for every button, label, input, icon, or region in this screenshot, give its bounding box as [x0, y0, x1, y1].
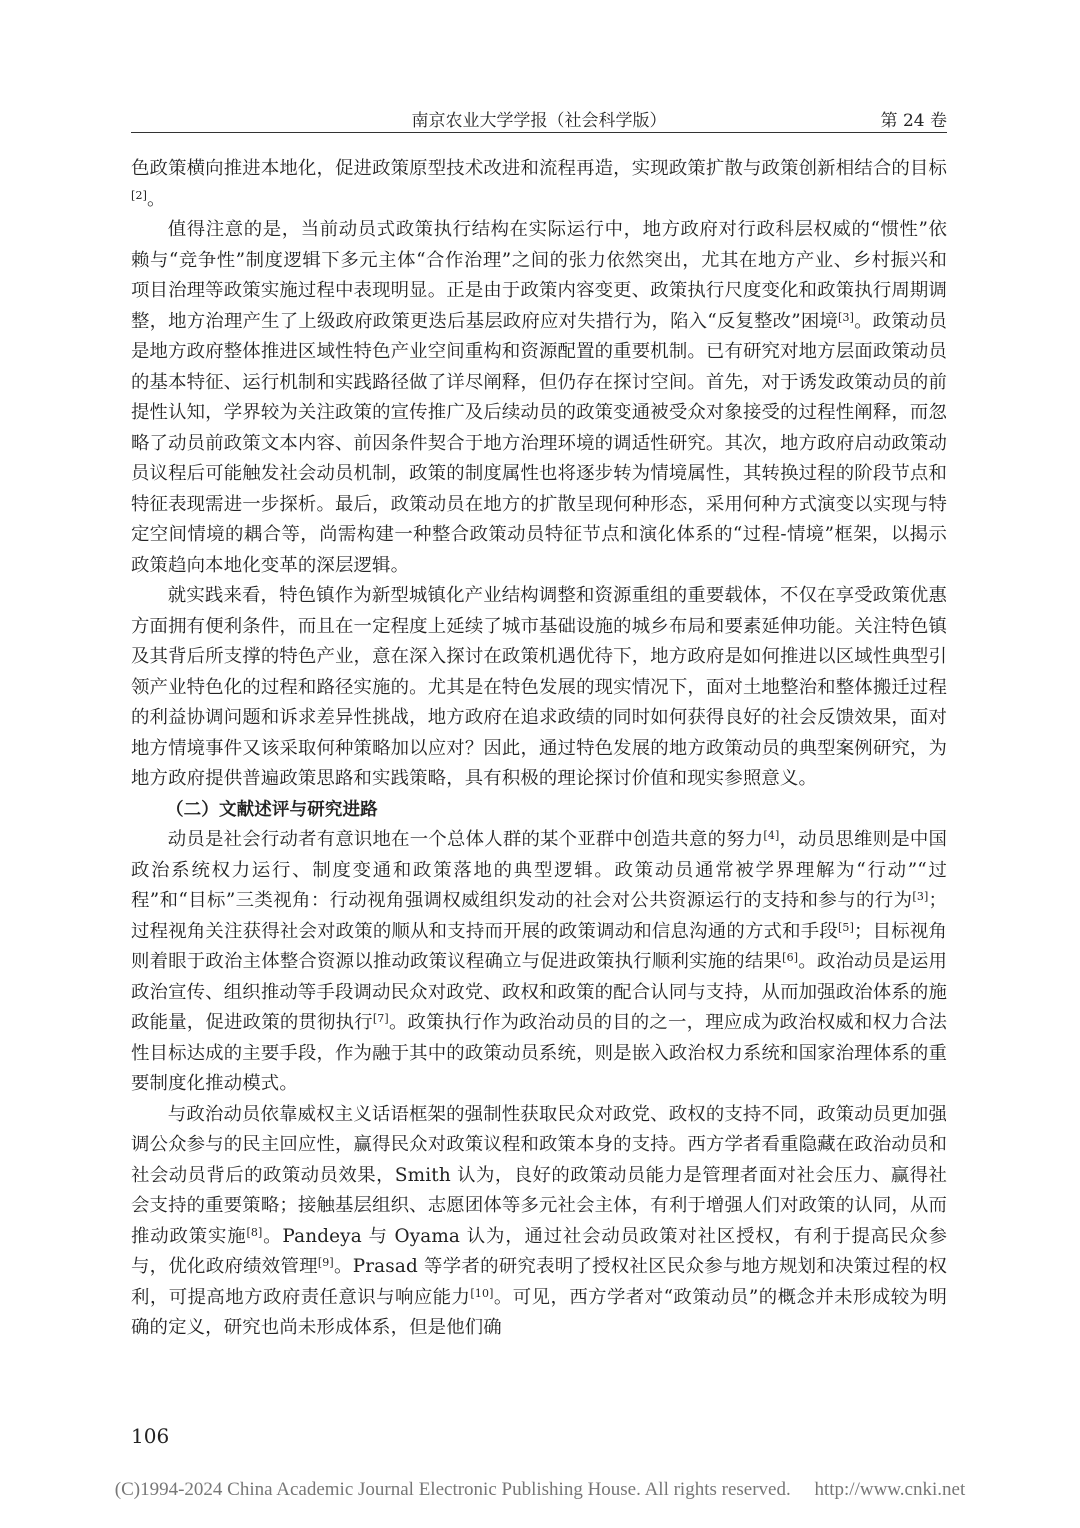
text-run: 。Prasad 等学者的研究表明了授权社区民众参与地方规划和决策过程的权利，可提高地方政府责任意识与响应能力 — [131, 1256, 947, 1308]
citation: [5] — [837, 920, 855, 934]
paragraph-continued — [131, 154, 947, 215]
text-run: 。政策动员是地方政府整体推进区域性特色产业空间重构和资源配置的重要机制。已有研究对地方层面政策动员的基本特征、运行机制和实践路径做了详尽阐释，但仍存在探讨空间。首先，对于诱发政策动员的前提性认知，学界较为关注政策的宣传推广及后续动员的政策变通被受众对象接受的过程性阐释，而忽略了动员前政策文本内容、前因条件契合于地方治理环境的调适性研究。其次，地方政府启动政策动员议程后可能触发社会动员机制，政策的制度属性也将逐步转为情境属性，其转换过程的阶段节点和特征表现需进一步探析。最后，政策动员在地方的扩散呈现何种形态，采用何种方式演变以实现与特定空间情境的耦合等，尚需构建一种整合政策动员特征节点和演化体系的“过程-情境”框架，以揭示政策趋向本地化变革的深层逻辑。 — [131, 310, 947, 576]
citation: [8] — [246, 1225, 263, 1239]
citation: [9] — [317, 1256, 334, 1269]
paragraph — [131, 581, 947, 795]
copyright-footer: (C)1994-2024 China Academic Journal Electronic Publishing House. All rights reserved. http://www.cnki.net — [114, 1479, 966, 1500]
text-run: 。 — [147, 188, 166, 210]
text-run: 。可见，西方学者对“政策动员”的概念并未形成较为明确的定义，研究也尚未形成体系，但是他们确 — [131, 1286, 947, 1338]
text-run: 。政治动员是运用政治宣传、组织推动等手段调动民众对政党、政权和政策的配合认同与支持，从而加强政治体系的施政能量，促进政策的贯彻执行 — [131, 951, 947, 1033]
citation: [4] — [763, 829, 780, 842]
text-run: 。政策执行作为政治动员的目的之一，理应成为政治权威和权力合法性目标达成的主要手段，作为融于其中的政策动员系统，则是嵌入政治权力系统和国家治理体系的重要制度化推动模式。 — [131, 1012, 947, 1094]
citation: [7] — [372, 1012, 389, 1025]
citation: [6] — [782, 951, 799, 964]
text-run: ；过程视角关注获得社会对政策的顺从和支持而开展的政策调动和信息沟通的方式和手段 — [131, 890, 947, 942]
citation: [2] — [131, 188, 148, 202]
text-run: 色政策横向推进本地化，促进政策原型技术改进和流程再造，实现政策扩散与政策创新相结合的目标 — [131, 158, 947, 179]
paragraph — [131, 825, 947, 1100]
section-heading: （二）文献述评与研究进路 — [166, 799, 378, 820]
citation: [3] — [838, 310, 855, 324]
article-body — [131, 154, 947, 1344]
journal-title: 南京农业大学学报（社会科学版） — [411, 111, 667, 131]
paragraph — [131, 1100, 947, 1344]
text-run: ，动员思维则是中国政治系统权力运行、制度变通和政策落地的典型逻辑。政策动员通常被学界理解为“行动”“过程”和“目标”三类视角：行动视角强调权威组织发动的社会对公共资源运行的支持和参与的行为 — [131, 829, 947, 911]
citation: [3] — [912, 890, 929, 903]
citation: [10] — [470, 1286, 494, 1300]
volume-number: 第 24 卷 — [880, 111, 947, 131]
text-run: 与政治动员依靠威权主义话语框架的强制性获取民众对政党、政权的支持不同，政策动员更加强调公众参与的民主回应性，赢得民众对政策议程和政策本身的支持。西方学者看重隐藏在政治动员和社会动员背后的政策动员效果，Smith 认为，良好的政策动员能力是管理者面对社会压力、赢得社会支持的重要策略；接触基层组织、志愿团体等多元社会主体，有利于增强人们对政策的认同，从而推动政策实施 — [131, 1103, 947, 1247]
text-run: 就实践来看，特色镇作为新型城镇化产业结构调整和资源重组的重要载体，不仅在享受政策优惠方面拥有便利条件，而且在一定程度上延续了城市基础设施的城乡布局和要素延伸功能。关注特色镇及其背后所支撑的特色产业，意在深入探讨在政策机遇优待下，地方政府是如何推进以区域性典型引领产业特色化的过程和路径实施的。尤其是在特色发展的现实情况下，面对土地整治和整体搬迁过程的利益协调问题和诉求差异性挑战，地方政府在追求政绩的同时如何获得良好的社会反馈效果，面对地方情境事件又该采取何种策略加以应对？因此，通过特色发展的地方政策动员的典型案例研究，为地方政府提供普遍政策思路和实践策略，具有积极的理论探讨价值和现实参照意义。 — [131, 585, 947, 789]
text-run: ；目标视角则着眼于政治主体整合资源以推动政策议程确立与促进政策执行顺利实施的结果 — [131, 920, 947, 972]
text-run: 。Pandeya 与 Oyama 认为，通过社会动员政策对社区授权，有利于提高民众参与，优化政府绩效管理 — [131, 1225, 947, 1277]
text-run: 动员是社会行动者有意识地在一个总体人群的某个亚群中创造共意的努力 — [167, 829, 764, 850]
text-run: 值得注意的是，当前动员式政策执行结构在实际运行中，地方政府对行政科层权威的“惯性”依赖与“竞争性”制度逻辑下多元主体“合作治理”之间的张力依然突出，尤其在地方产业、乡村振兴和项目治理等政策实施过程中表现明显。正是由于政策内容变更、政策执行尺度变化和政策执行周期调整，地方治理产生了上级政府政策更迭后基层政府应对失措行为，陷入“反复整改”困境 — [131, 219, 947, 332]
page-number: 106 — [131, 1424, 170, 1448]
paragraph — [131, 215, 947, 581]
running-header — [131, 104, 947, 133]
